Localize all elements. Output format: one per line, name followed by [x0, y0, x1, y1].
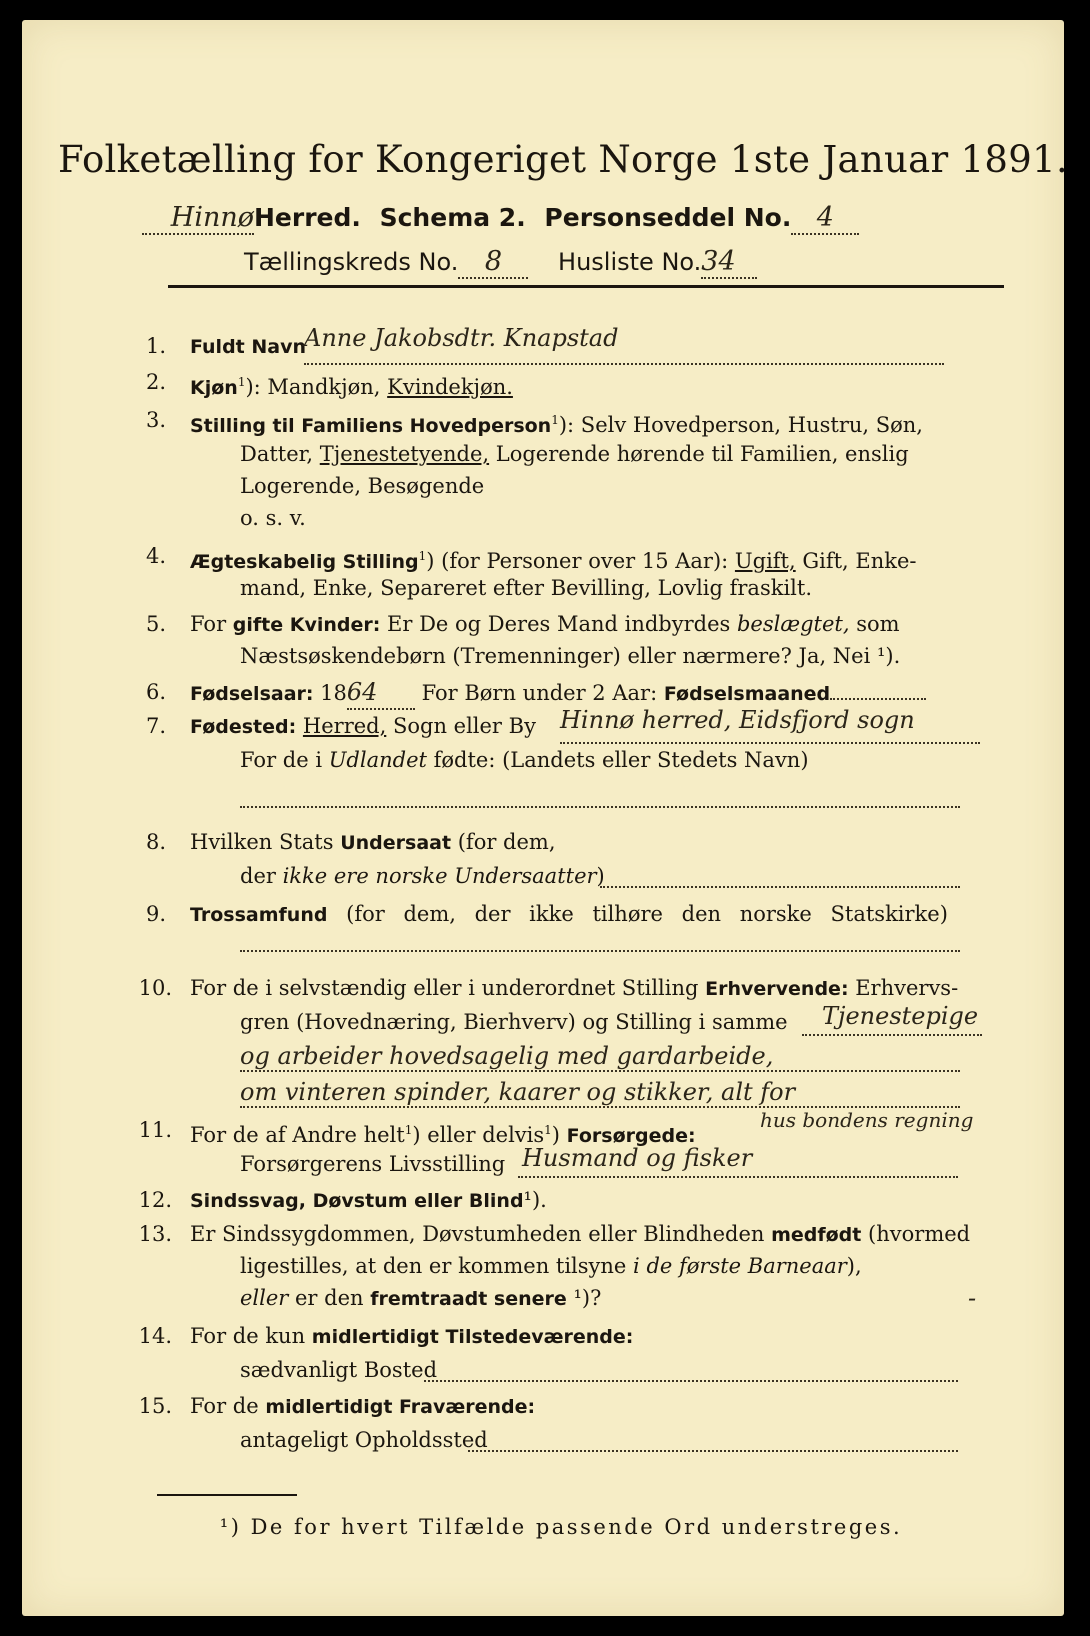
q3-sup: 1 — [551, 413, 559, 427]
q7-line2-c: fødte: (Landets eller Stedets Navn) — [426, 748, 809, 772]
q8-text-b: (for dem, — [451, 830, 556, 854]
header-row-2 — [244, 246, 757, 279]
q7-text-c: Sogn eller By — [386, 714, 536, 738]
q4-label: Ægteskabelig Stilling — [190, 551, 419, 573]
q8-text-a: Hvilken Stats — [190, 830, 341, 854]
q4-line2: mand, Enke, Separeret efter Bevilling, Lovlig fraskilt. — [240, 576, 813, 600]
q10-dotline-1 — [802, 1034, 982, 1036]
q15-label: midlertidigt Fraværende: — [265, 1396, 536, 1418]
q10-label: Erhvervende: — [705, 978, 849, 1000]
q12-text: ¹). — [523, 1188, 547, 1212]
header-row-1 — [142, 202, 859, 235]
q14-dotline — [424, 1380, 958, 1382]
q14-line2: sædvanligt Bosted — [240, 1358, 438, 1382]
q11-sup-a: 1 — [404, 1123, 413, 1137]
q11-dotline — [518, 1176, 958, 1178]
q12-label: Sindssvag, Døvstum eller Blind — [190, 1190, 524, 1212]
q3-line4: o. s. v. — [240, 506, 306, 530]
q11-text-c: ) — [551, 1123, 567, 1147]
q8-line2-b: ikke ere norske Undersaatter — [282, 864, 597, 888]
q5-text-a: Er De og Deres Mand indbyrdes — [380, 612, 737, 636]
q13-line3-a: eller — [240, 1286, 289, 1310]
q5-line2: Næstsøskendebørn (Tremenninger) eller nærmere? Ja, Nei ¹). — [240, 644, 901, 668]
q13-text-a: Er Sindssygdommen, Døvstumheden eller Blindheden — [190, 1222, 772, 1246]
q3-line2-c: Logerende hørende til Familien, enslig — [489, 442, 909, 466]
q3-number: 3. — [145, 408, 166, 432]
q6-number: 6. — [145, 680, 166, 704]
q15-line2: antageligt Opholdssted — [240, 1428, 488, 1452]
q3-line3: Logerende, Besøgende — [240, 474, 485, 498]
q13-value: - — [968, 1284, 977, 1312]
q8-number: 8. — [145, 830, 166, 854]
q15-number: 15. — [138, 1394, 172, 1418]
q3-line2-a: Datter, — [240, 442, 320, 466]
q13-line3-label: fremtraadt senere — [370, 1288, 567, 1310]
q3-label: Stilling til Familiens Hovedperson — [190, 415, 552, 437]
q5-text-b: beslægtet, — [736, 612, 850, 636]
q13-line3-b: er den — [288, 1286, 371, 1310]
q11-text-a: For de af Andre helt — [190, 1123, 405, 1147]
q7-text-b: Herred, — [302, 714, 387, 738]
header-rule — [168, 285, 1004, 288]
q7-birthplace-value: Hinnø herred, Eidsfjord sogn — [560, 706, 915, 734]
q4-text-a: ) (for Personer over 15 Aar): — [426, 549, 735, 573]
q5-label: gifte Kvinder: — [232, 614, 381, 636]
q4-text-c: Gift, Enke- — [795, 549, 917, 573]
q15-dotline — [468, 1450, 958, 1452]
q1-name-value: Anne Jakobsdtr. Knapstad — [304, 324, 619, 352]
q6-year-value: 64 — [347, 676, 415, 710]
q2-text-a: ): Mandkjøn, — [245, 375, 388, 399]
q1-dotline — [304, 363, 944, 365]
q6-mid: For Børn under 2 Aar: — [414, 681, 664, 705]
q8-dotline — [600, 886, 960, 888]
herred-value: Hinnø — [170, 202, 254, 233]
q15-text-a: For de — [190, 1394, 266, 1418]
q9-label: Trossamfund — [190, 904, 328, 926]
form-title: Folketælling for Kongeriget Norge 1ste Januar 1891. — [58, 138, 1068, 181]
q8-line2-a: der — [240, 864, 283, 888]
q11-provider-value: Husmand og fisker — [522, 1144, 753, 1172]
q4-sup: 1 — [418, 549, 427, 563]
q10-value-3: om vinteren spinder, kaarer og stikker, alt for — [240, 1078, 796, 1106]
q10-value-1: Tjenestepige — [822, 1002, 979, 1030]
q7-text-a — [296, 714, 303, 738]
q5-number: 5. — [145, 612, 166, 636]
q14-label: midlertidigt Tilstedeværende: — [311, 1326, 634, 1348]
personseddel-label: Personseddel No. — [544, 203, 792, 232]
q7-line2-b: Udlandet — [328, 748, 427, 772]
q7-number: 7. — [145, 714, 166, 738]
q13-line2-c: ), — [846, 1254, 862, 1278]
q1-label: Fuldt Navn — [190, 336, 307, 358]
q12-number: 12. — [138, 1188, 172, 1212]
q9-text: (for dem, der ikke tilhøre den norske Statskirke) — [327, 902, 948, 926]
q14-text-a: For de kun — [190, 1324, 312, 1348]
q13-line2-a: ligestilles, at den er kommen tilsyne — [240, 1254, 634, 1278]
herred-label: Herred. — [254, 203, 361, 232]
q7-line2-a: For de i — [240, 748, 329, 772]
q3-line2-b: Tjenestetyende, — [319, 442, 490, 466]
q10-text-b: Erhvervs- — [848, 976, 959, 1000]
kreds-value: 8 — [484, 246, 502, 277]
q4-text-b: Ugift, — [734, 549, 796, 573]
q10-number: 10. — [138, 976, 172, 1000]
q2-number: 2. — [145, 370, 166, 394]
q13-line2-b: i de første Barneaar — [633, 1254, 847, 1278]
q6-label: Fødselsaar: — [190, 683, 314, 705]
q10-value-2: og arbeider hovedsagelig med gardarbeide, — [240, 1042, 774, 1070]
q13-text-b: (hvormed — [861, 1222, 971, 1246]
q13-label: medfødt — [771, 1224, 862, 1246]
q9-number: 9. — [145, 902, 166, 926]
q7-dotline-2 — [240, 806, 960, 808]
schema-label: Schema 2. — [379, 203, 526, 232]
q13-line3-c: ¹)? — [566, 1286, 602, 1310]
q8-label: Undersaat — [340, 832, 452, 854]
q2-sup: 1 — [237, 375, 246, 389]
q3-text: ): Selv Hovedperson, Hustru, Søn, — [558, 413, 923, 437]
q6-label2: Fødselsmaaned — [663, 683, 831, 705]
q8-line2-c: ) — [596, 864, 605, 888]
q2-label: Kjøn — [190, 377, 238, 399]
footnote: ¹) De for hvert Tilfælde passende Ord understreges. — [219, 1515, 903, 1539]
q4-number: 4. — [145, 544, 166, 568]
footnote-rule — [157, 1494, 297, 1496]
q10-dotline-2 — [240, 1070, 960, 1072]
q13-number: 13. — [138, 1222, 172, 1246]
personseddel-value: 4 — [816, 202, 834, 233]
q1-number: 1. — [145, 334, 166, 358]
q10-line2: gren (Hovednæring, Bierhverv) og Stilling i samme — [240, 1010, 788, 1034]
husliste-value: 34 — [701, 246, 736, 277]
q7-label: Fødested: — [190, 716, 297, 738]
q11-label: Forsørgede: — [566, 1125, 696, 1147]
q14-number: 14. — [138, 1324, 172, 1348]
census-form-page — [22, 20, 1068, 1616]
q11-text-b: ) eller delvis — [412, 1123, 545, 1147]
q11-number: 11. — [138, 1118, 172, 1142]
q5-text-c: som — [849, 612, 900, 636]
q9-dotline — [240, 950, 960, 952]
q6-year-prefix: 18 — [313, 681, 347, 705]
q10-text-a: For de i selvstændig eller i underordnet Stilling — [190, 976, 706, 1000]
q11-line2: Forsørgerens Livsstilling — [240, 1152, 506, 1176]
q2-text-b: Kvindekjøn. — [387, 375, 513, 399]
husliste-label: Husliste No. — [558, 248, 702, 276]
kreds-label: Tællingskreds No. — [244, 248, 459, 276]
q10-value-4: hus bondens regning — [760, 1108, 974, 1132]
q11-sup-b: 1 — [544, 1123, 552, 1137]
q5-pre: For — [190, 612, 233, 636]
